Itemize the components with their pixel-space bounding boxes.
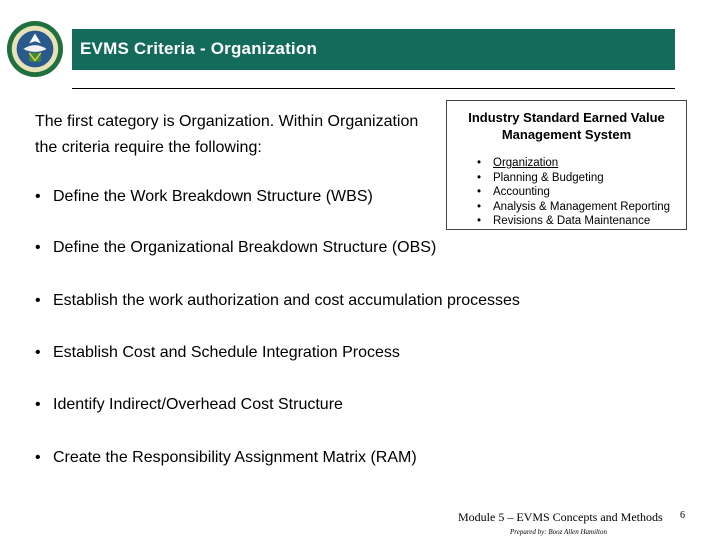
title-bar [72,29,675,70]
bullet-text: Define the Work Breakdown Structure (WBS) [53,188,373,205]
bullet-dot-icon: • [477,171,482,184]
bullet-dot-icon: • [35,292,41,309]
page-title: EVMS Criteria - Organization [80,39,318,58]
bullet-dot-icon: • [477,157,482,169]
bullet-text: Establish Cost and Schedule Integration Process [53,344,400,361]
bullet-item [35,344,400,362]
bullet-dot-icon: • [35,344,41,361]
category-list [477,156,670,229]
bullet-dot-icon: • [35,239,41,256]
bullet-text: Establish the work authorization and cost accumulation processes [53,292,520,309]
bullet-dot-icon: • [477,215,482,228]
bullet-item [35,188,373,206]
bullet-dot-icon: • [35,396,41,413]
bullet-item [35,292,520,310]
bullet-text: Define the Organizational Breakdown Structure (OBS) [53,239,437,256]
category-item-organization: • Organization [477,157,559,169]
bullet-text: Identify Indirect/Overhead Cost Structure [53,396,343,413]
category-item-revisions: • Revisions & Data Maintenance [477,215,651,228]
bullet-item [35,449,417,467]
page-number: 6 [680,510,685,521]
footer-module: Module 5 – EVMS Concepts and Methods [458,510,663,524]
bullet-dot-icon: • [477,200,482,213]
box-title: Industry Standard Earned Value Management System [468,110,665,142]
evms-categories-box [446,100,687,230]
department-of-energy-seal-icon [6,20,64,78]
bullet-item [35,396,343,414]
category-item-planning: • Planning & Budgeting [477,171,604,184]
footer-prepared-by: Prepared by: Booz Allen Hamilton [510,528,607,536]
category-item-accounting: • Accounting [477,186,550,199]
intro-paragraph: The first category is Organization. Within Organization the criteria require the following: [35,113,419,156]
bullet-dot-icon: • [35,449,41,466]
bullet-dot-icon: • [477,186,482,199]
bullet-dot-icon: • [35,188,41,205]
category-item-analysis: • Analysis & Management Reporting [477,200,671,213]
bullet-text: Create the Responsibility Assignment Matrix (RAM) [53,449,417,466]
bullet-item [35,239,436,257]
title-divider [72,88,675,89]
